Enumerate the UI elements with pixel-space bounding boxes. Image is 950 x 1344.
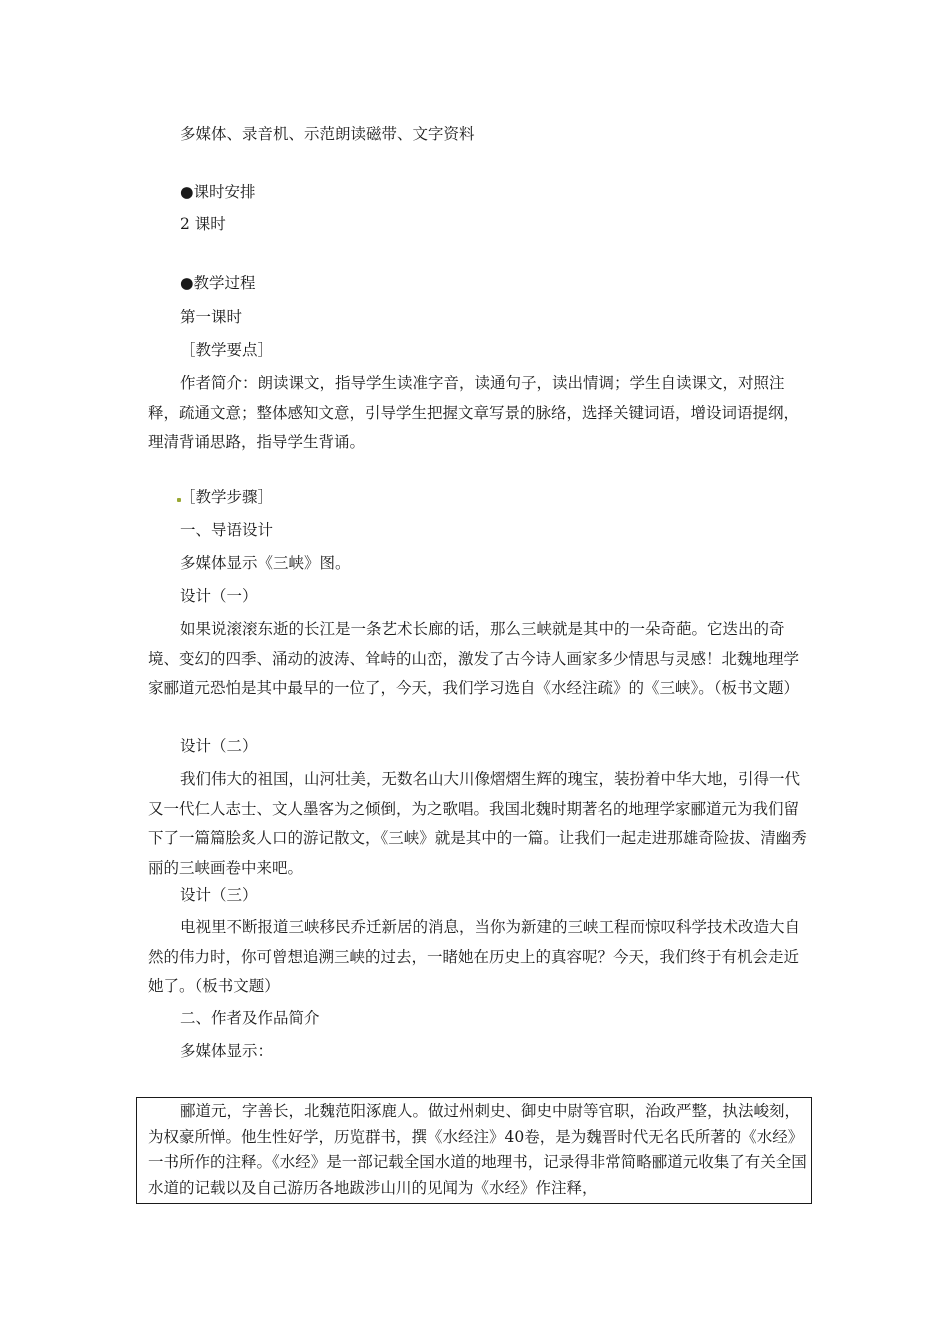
schedule-value: 2 课时 <box>180 215 226 233</box>
section2-media: 多媒体显示： <box>180 1042 274 1060</box>
design3-paragraph: 电视里不断报道三峡移民乔迁新居的消息，当你为新建的三峡工程而惊叹科学技术改造大自然的伟力时，你可曾想追溯三峡的过去，一睹她在历史上的真容呢？今天，我们终于有机会走近她了。（板书文题） <box>148 918 801 995</box>
design1-paragraph: 如果说滚滚东逝的长江是一条艺术长廊的话，那么三峡就是其中的一朵奇葩。它迭出的奇境、变幻的四季、涌动的波涛、耸峙的山峦，激发了古今诗人画家多少情思与灵感！北魏地理学家郦道元恐怕是其中最早的一位了，今天，我们学习选自《水经注疏》的《三峡》。（板书文题） <box>148 620 800 697</box>
schedule-heading: ●课时安排 <box>180 183 256 201</box>
author-info-text: 郦道元，字善长，北魏范阳涿鹿人。做过州刺史、御史中尉等官职，治政严整，执法峻刻，为权豪所惮。他生性好学，历览群书，撰《水经注》40卷，是为魏晋时代无名氏所著的《水经》一书所作的注释。《水经》是一部记载全国水道的地理书，记录得非常简略郦道元收集了有关全国水道的记载以及自己游历各地跋涉山川的见闻为《水经》作注释， <box>148 1102 807 1197</box>
key-points-paragraph: 作者简介：朗读课文，指导学生读准字音，读通句子，读出情调；学生自读课文，对照注释，疏通文意；整体感知文意，引导学生把握文章写景的脉络，选择关键词语，增设词语提纲，理清背诵思路，指导学生背诵。 <box>148 374 800 451</box>
key-points-label: ［教学要点］ <box>180 341 274 359</box>
process-heading: ●教学过程 <box>180 274 256 292</box>
steps-label: ［教学步骤］ <box>180 488 274 506</box>
section2-title: 二、作者及作品简介 <box>180 1009 320 1027</box>
materials-line: 多媒体、录音机、示范朗读磁带、文字资料 <box>180 125 475 143</box>
lesson-title: 第一课时 <box>180 308 243 326</box>
section1-title: 一、导语设计 <box>180 521 274 539</box>
author-info-box <box>136 1097 812 1204</box>
design2-paragraph: 我们伟大的祖国，山河壮美，无数名山大川像熠熠生辉的瑰宝，装扮着中华大地，引得一代又一代仁人志士、文人墨客为之倾倒，为之歌唱。我国北魏时期著名的地理学家郦道元为我们留下了一篇篇脍炙人口的游记散文，《三峡》就是其中的一篇。让我们一起走进那雄奇险拔、清幽秀丽的三峡画卷中来吧。 <box>148 770 807 877</box>
design1-label: 设计（一） <box>180 587 258 605</box>
section1-media: 多媒体显示《三峡》图。 <box>180 554 351 572</box>
design3-label: 设计（三） <box>180 886 258 904</box>
design2-label: 设计（二） <box>180 737 258 755</box>
